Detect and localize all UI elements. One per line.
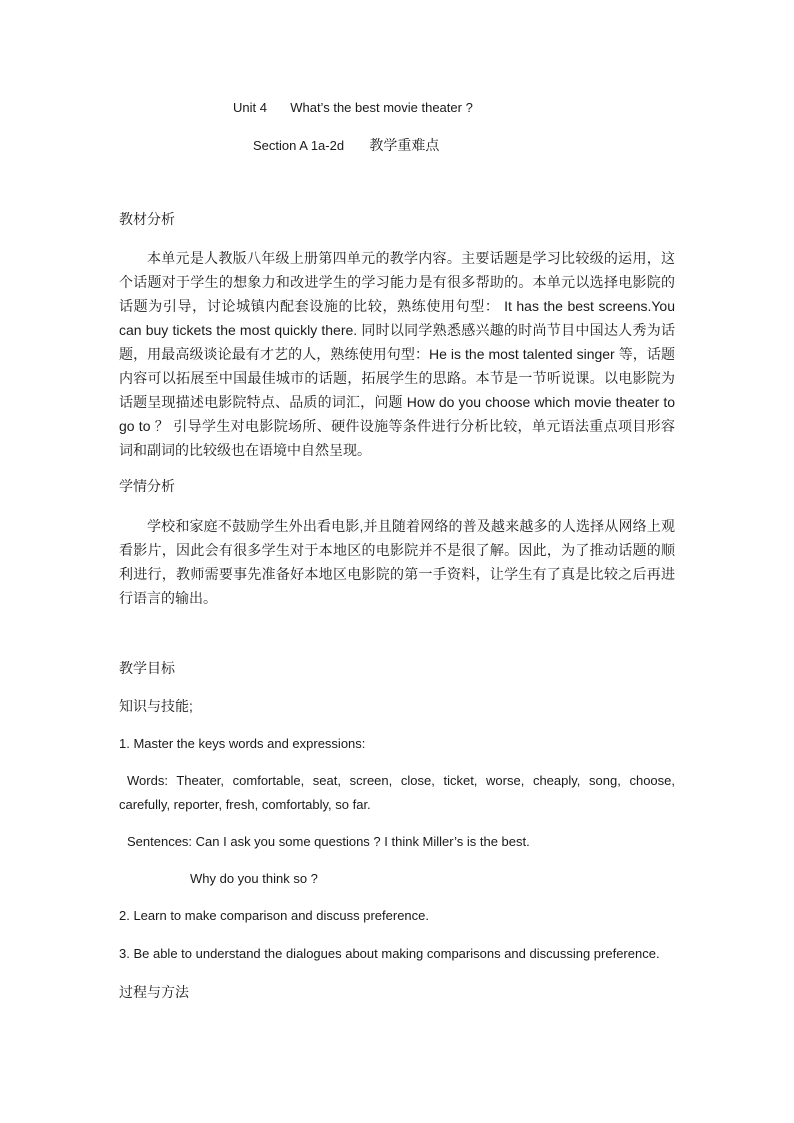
unit-title: What’s the best movie theater ? bbox=[290, 100, 473, 115]
section-label: Section A 1a-2d bbox=[253, 138, 345, 153]
knowledge-skills-heading: 知识与技能; bbox=[119, 698, 193, 714]
objective-item-3: 3. Be able to understand the dialogues about making comparisons and discussing preference. bbox=[119, 946, 660, 961]
student-analysis-heading: 学情分析 bbox=[119, 478, 175, 494]
textbook-analysis-heading: 教材分析 bbox=[119, 211, 175, 227]
section-line bbox=[253, 137, 439, 154]
sentences-line-1: Sentences: Can I ask you some questions ? I think Miller’s is the best. bbox=[127, 834, 530, 849]
objectives-heading: 教学目标 bbox=[119, 660, 175, 676]
sentences-line-2: Why do you think so ? bbox=[190, 871, 318, 886]
title-line bbox=[233, 100, 473, 116]
words-list: Words: Theater, comfortable, seat, screen, close, ticket, worse, cheaply, song, choose, carefully, reporter, fresh, comfortably, so far. bbox=[119, 773, 675, 812]
student-analysis-paragraph: 学校和家庭不鼓励学生外出看电影,并且随着网络的普及越来越多的人选择从网络上观看影片，因此会有很多学生对于本地区的电影院并不是很了解。因此，为了推动话题的顺利进行，教师需要事先准备好本地区电影院的第一手资料，让学生有了真是比较之后再进行语言的输出。 bbox=[119, 518, 675, 606]
process-methods-heading: 过程与方法 bbox=[119, 984, 189, 1000]
textbook-analysis-paragraph: 本单元是人教版八年级上册第四单元的教学内容。主要话题是学习比较级的运用，这个话题对于学生的想象力和改进学生的学习能力是有很多帮助的。本单元以选择电影院的话题为引导，讨论城镇内配套设施的比较，熟练使用句型： It has the best screens.You can buy tickets the most quickly there. 同时以同学熟悉感兴趣的时尚节目中国达人秀为话题，用最高级谈论最有才艺的人，熟练使用句型：He is the most talented singer 等，话题内容可以拓展至中国最佳城市的话题，拓展学生的思路。本节是一节听说课。以电影院为话题呈现描述电影院特点、品质的词汇，问题 How do you choose which movie theater to go to ？ 引导学生对电影院场所、硬件设施等条件进行分析比较，单元语法重点项目形容词和副词的比较级也在语境中自然呈现。 bbox=[119, 250, 675, 458]
unit-label: Unit 4 bbox=[233, 100, 267, 115]
section-topic: 教学重难点 bbox=[369, 137, 440, 153]
objective-item-2: 2. Learn to make comparison and discuss preference. bbox=[119, 908, 430, 923]
objective-item-1: 1. Master the keys words and expressions: bbox=[119, 736, 366, 751]
